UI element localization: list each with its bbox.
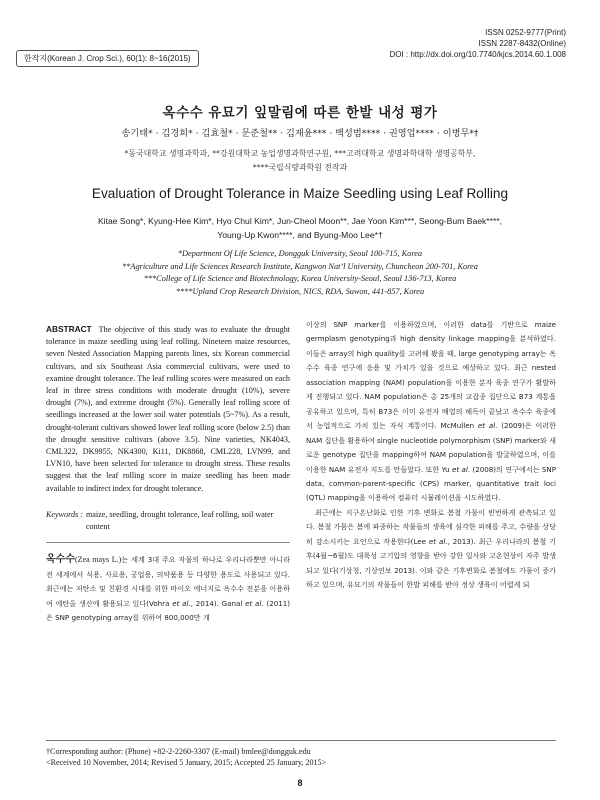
intro-scientific-name: (Zea mays L.) <box>74 555 122 565</box>
body-text: . (2009)은 이러한 NAM 집단을 활용하여 single nucleotide polymorphism (SNP) marker와 새로운 genotype 집단을 mapping하여 NAM population을 발굴하였으며, 이를 이용한 NAM 유전자 지도를 만들었다. 또한 Yu <box>306 421 557 474</box>
body-etal: et al <box>428 536 446 546</box>
korean-affiliation-line: *동국대학교 생명과학과, **강원대학교 농업생명과학연구원, ***고려대학교 생명과학대학 생명공학부, <box>124 149 476 158</box>
english-affiliation-line: *Department Of Life Science, Dongguk University, Seoul 100-715, Korea <box>177 249 423 258</box>
footnote-divider <box>46 740 556 741</box>
intro-text: ., 2014). Ganal <box>188 598 246 608</box>
issn-block <box>389 27 566 60</box>
english-affiliation-line: **Agriculture and Life Sciences Research Institute, Kangwon Nat’l University, Chuncheon 200-701, Korea <box>122 261 478 271</box>
intro-text: . (2011)은 SNP genotyping array를 위하여 800,000만 개 <box>46 598 291 623</box>
received-dates: <Received 10 November, 2014; Revised 5 January, 2015; Accepted 25 January, 2015> <box>46 758 327 767</box>
footnote <box>46 746 566 768</box>
intro-etal: et al <box>172 598 189 608</box>
korean-authors: 송기태* · 김경희* · 김효철* · 문준철** · 김재윤*** · 백성범**** · 권영업**** · 이병무*† <box>121 128 479 139</box>
body-etal: et al <box>477 421 496 431</box>
english-affiliation-line: ***College of Life Science and Biotechnology, Korea University-Seoul, Seoul 136-713, Korea <box>143 274 457 283</box>
doi-link[interactable]: DOI : http://dx.doi.org/10.7740/kjcs.2014.60.1.008 <box>389 50 566 59</box>
issn-print: ISSN 0252-9777(Print) <box>485 28 566 37</box>
korean-title: 옥수수 유묘기 잎말림에 따른 한발 내성 평가 <box>162 105 438 121</box>
intro-paragraph <box>46 553 290 625</box>
english-title: Evaluation of Drought Tolerance in Maize Seedling using Leaf Rolling <box>91 186 509 201</box>
abstract-text: The objective of this study was to evaluate the drought tolerance in maize seedling using leaf rolling. Nineteen maize resources, seven Nested Association Mapping parents lines, six Korean commercial cultivars, and six Southeast Asia commercial cultivars, were used to examine drought tolerance. The leaf rolling scores were measured on each leaf in three stress conditions with moderate drought (10%), severe drought (7%), and extreme drought (5%). Generally leaf rolling score of seedlings increased at the lower soil water potentials (5~7%). As a result, drought-tolerant cultivars showed lower leaf rolling score (below 2.5) than the drought sensitive cultivars (above 3.5). Nine varieties, NK4043, CML322, DK9955, NK4300, Ki11, DK8868, CML228, LVN99, and LVN10, have been selected for tolerance to drought stress. These results suggest that the leaf rolling score in maize seedling has been made available to indirect index for drought tolerance. <box>46 325 291 493</box>
abstract-label: ABSTRACT <box>46 324 92 334</box>
body-etal: et al <box>451 464 468 474</box>
english-affiliations <box>0 248 600 298</box>
english-authors-line: Kitae Song*, Kyung-Hee Kim*, Hyo Chul Kim*, Jun-Cheol Moon**, Jae Yoon Kim***, Seong-Bum Baek****, <box>97 216 503 226</box>
intro-lead-word: 옥수수 <box>46 554 75 566</box>
right-column <box>306 318 556 593</box>
page-number: 8 <box>297 778 303 788</box>
body-paragraph <box>306 506 556 593</box>
english-authors <box>0 214 600 242</box>
intro-text: 는 세계 3대 주요 작물의 하나로 우리나라뿐만 아니라 전 세계에서 식용, 사료용, 공업용, 의약품용 등 다양한 용도로 사용되고 있다. 최근에는 저탄소 및 친환경 시대를 위한 바이오 에너지로 옥수수 전분을 이용하여 에탄올 생산에 활용되고 있다(Vohra <box>46 555 291 608</box>
keywords-text: maize, seedling, drought tolerance, leaf rolling, soil water content <box>85 509 274 532</box>
abstract <box>46 323 290 495</box>
left-column <box>46 323 290 626</box>
korean-affiliations <box>0 147 600 175</box>
body-text: 이상의 SNP marker를 이용하였으며, 이러한 data를 기반으로 maize germplasm genotyping과 high density linkage mapping을 분석하였다. 이들은 array의 high quality를 고려해 봤을 때, large genotyping array는 옥수수 육종 연구에 응용 및 가치가 있을 것으로 예상하고 있다. 최근 nested association mapping (NAM) population을 이용한 분자 육종 연구가 활발하게 진행되고 있다. NAM population은 총 25개의 교잡종 집단으로 B73 계통을 공유하고 있으며, 특히 B73은 이미 유전자 배열의 해독이 끝났고 옥수수 육종에서 농업적으로 가치 있는 자식 계통이다. McMullen <box>306 320 556 431</box>
body-paragraph <box>306 318 556 506</box>
body-text: . (2008)의 연구에서는 SNP data, common-parent-specific (CPS) marker, quantitative trait loci (QTL) mapping을 이용하여 컴퓨터 시뮬레이션을 시도하였다. <box>306 464 557 503</box>
body-text: ., 2013). 최근 우리나라의 봄철 기후(4월~6월)도 대륙성 고기압의 영향을 받아 강한 일사와 고온현상이 자주 발생되고 있다(기상청, 기상연보 2013). 이와 같은 기후변화로 봄철에도 가뭄이 증가하고 있으며, 유묘기의 작물들이 한발 피해를 받아 정상 생육이 어렵게 되 <box>306 536 557 590</box>
keywords <box>46 509 290 543</box>
keywords-label: Keywords : <box>46 509 83 519</box>
english-affiliation-line: ****Upland Crop Research Division, NICS, RDA, Suwon, 441-857, Korea <box>175 286 425 296</box>
body-text: 최근에는 지구온난화로 인한 기후 변화로 봄철 가뭄이 빈번하게 관측되고 있다. 봄철 가뭄은 봄에 파종하는 작물들의 생육에 심각한 피해를 주고, 수량을 상당히 감소시키는 요인으로 작용한다(Lee <box>306 507 556 546</box>
english-authors-line: Young-Up Kwon****, and Byung-Moo Lee*† <box>217 230 383 240</box>
issn-online: ISSN 2287-8432(Online) <box>478 39 566 48</box>
intro-etal: et al <box>245 598 262 608</box>
korean-affiliation-line: ****국립식량과학원 전작과 <box>252 163 348 172</box>
journal-citation-badge: 한작지(Korean J. Crop Sci.), 60(1): 8~16(2015) <box>16 50 199 67</box>
corresponding-author: †Corresponding author: (Phone) +82-2-2260-3307 (E-mail) bmlee@dongguk.edu <box>46 747 311 756</box>
